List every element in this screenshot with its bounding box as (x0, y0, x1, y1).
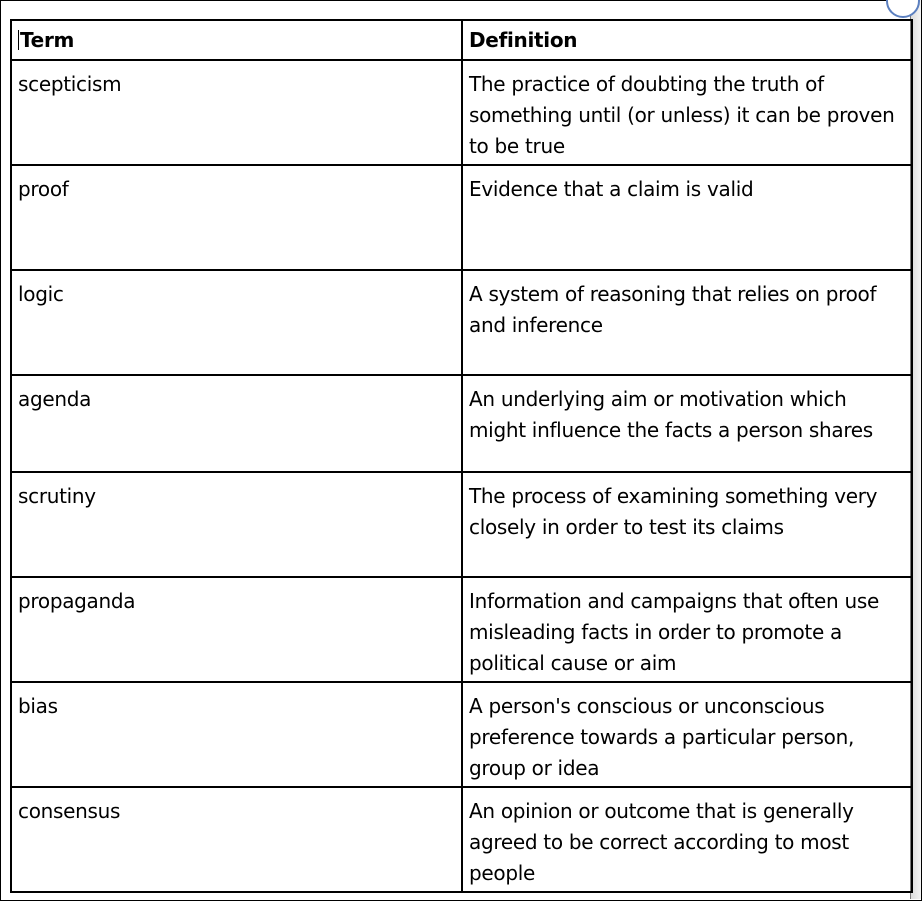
term-cell[interactable]: logic (11, 270, 462, 375)
table-row (11, 472, 912, 577)
definition-cell[interactable]: A person's conscious or unconscious preference towards a particular person, group or idea (462, 682, 912, 787)
definition-cell[interactable]: A system of reasoning that relies on proof and inference (462, 270, 912, 375)
definition-cell[interactable]: The process of examining something very closely in order to test its claims (462, 472, 912, 577)
table-row (11, 165, 912, 270)
table-row (11, 787, 912, 892)
table-row (11, 682, 912, 787)
term-cell[interactable]: agenda (11, 375, 462, 472)
header-definition-label: Definition (469, 28, 578, 52)
term-cell[interactable]: proof (11, 165, 462, 270)
table-row (11, 577, 912, 682)
term-cell[interactable]: scepticism (11, 60, 462, 165)
definition-cell[interactable]: Evidence that a claim is valid (462, 165, 912, 270)
header-term-label: Term (20, 28, 75, 52)
header-row (11, 20, 912, 60)
term-cell[interactable]: propaganda (11, 577, 462, 682)
term-cell[interactable]: bias (11, 682, 462, 787)
table-row (11, 60, 912, 165)
header-term-cell[interactable] (11, 20, 462, 60)
term-cell[interactable]: scrutiny (11, 472, 462, 577)
text-cursor (18, 30, 19, 50)
table-row (11, 375, 912, 472)
definition-cell[interactable]: An underlying aim or motivation which might influence the facts a person shares (462, 375, 912, 472)
term-cell[interactable]: consensus (11, 787, 462, 892)
definition-cell[interactable]: Information and campaigns that often use misleading facts in order to promote a political cause or aim (462, 577, 912, 682)
definition-cell[interactable]: The practice of doubting the truth of something until (or unless) it can be proven to be true (462, 60, 912, 165)
definition-cell[interactable]: An opinion or outcome that is generally agreed to be correct according to most people (462, 787, 912, 892)
glossary-table (10, 19, 913, 893)
table-row (11, 270, 912, 375)
header-definition-cell[interactable] (462, 20, 912, 60)
